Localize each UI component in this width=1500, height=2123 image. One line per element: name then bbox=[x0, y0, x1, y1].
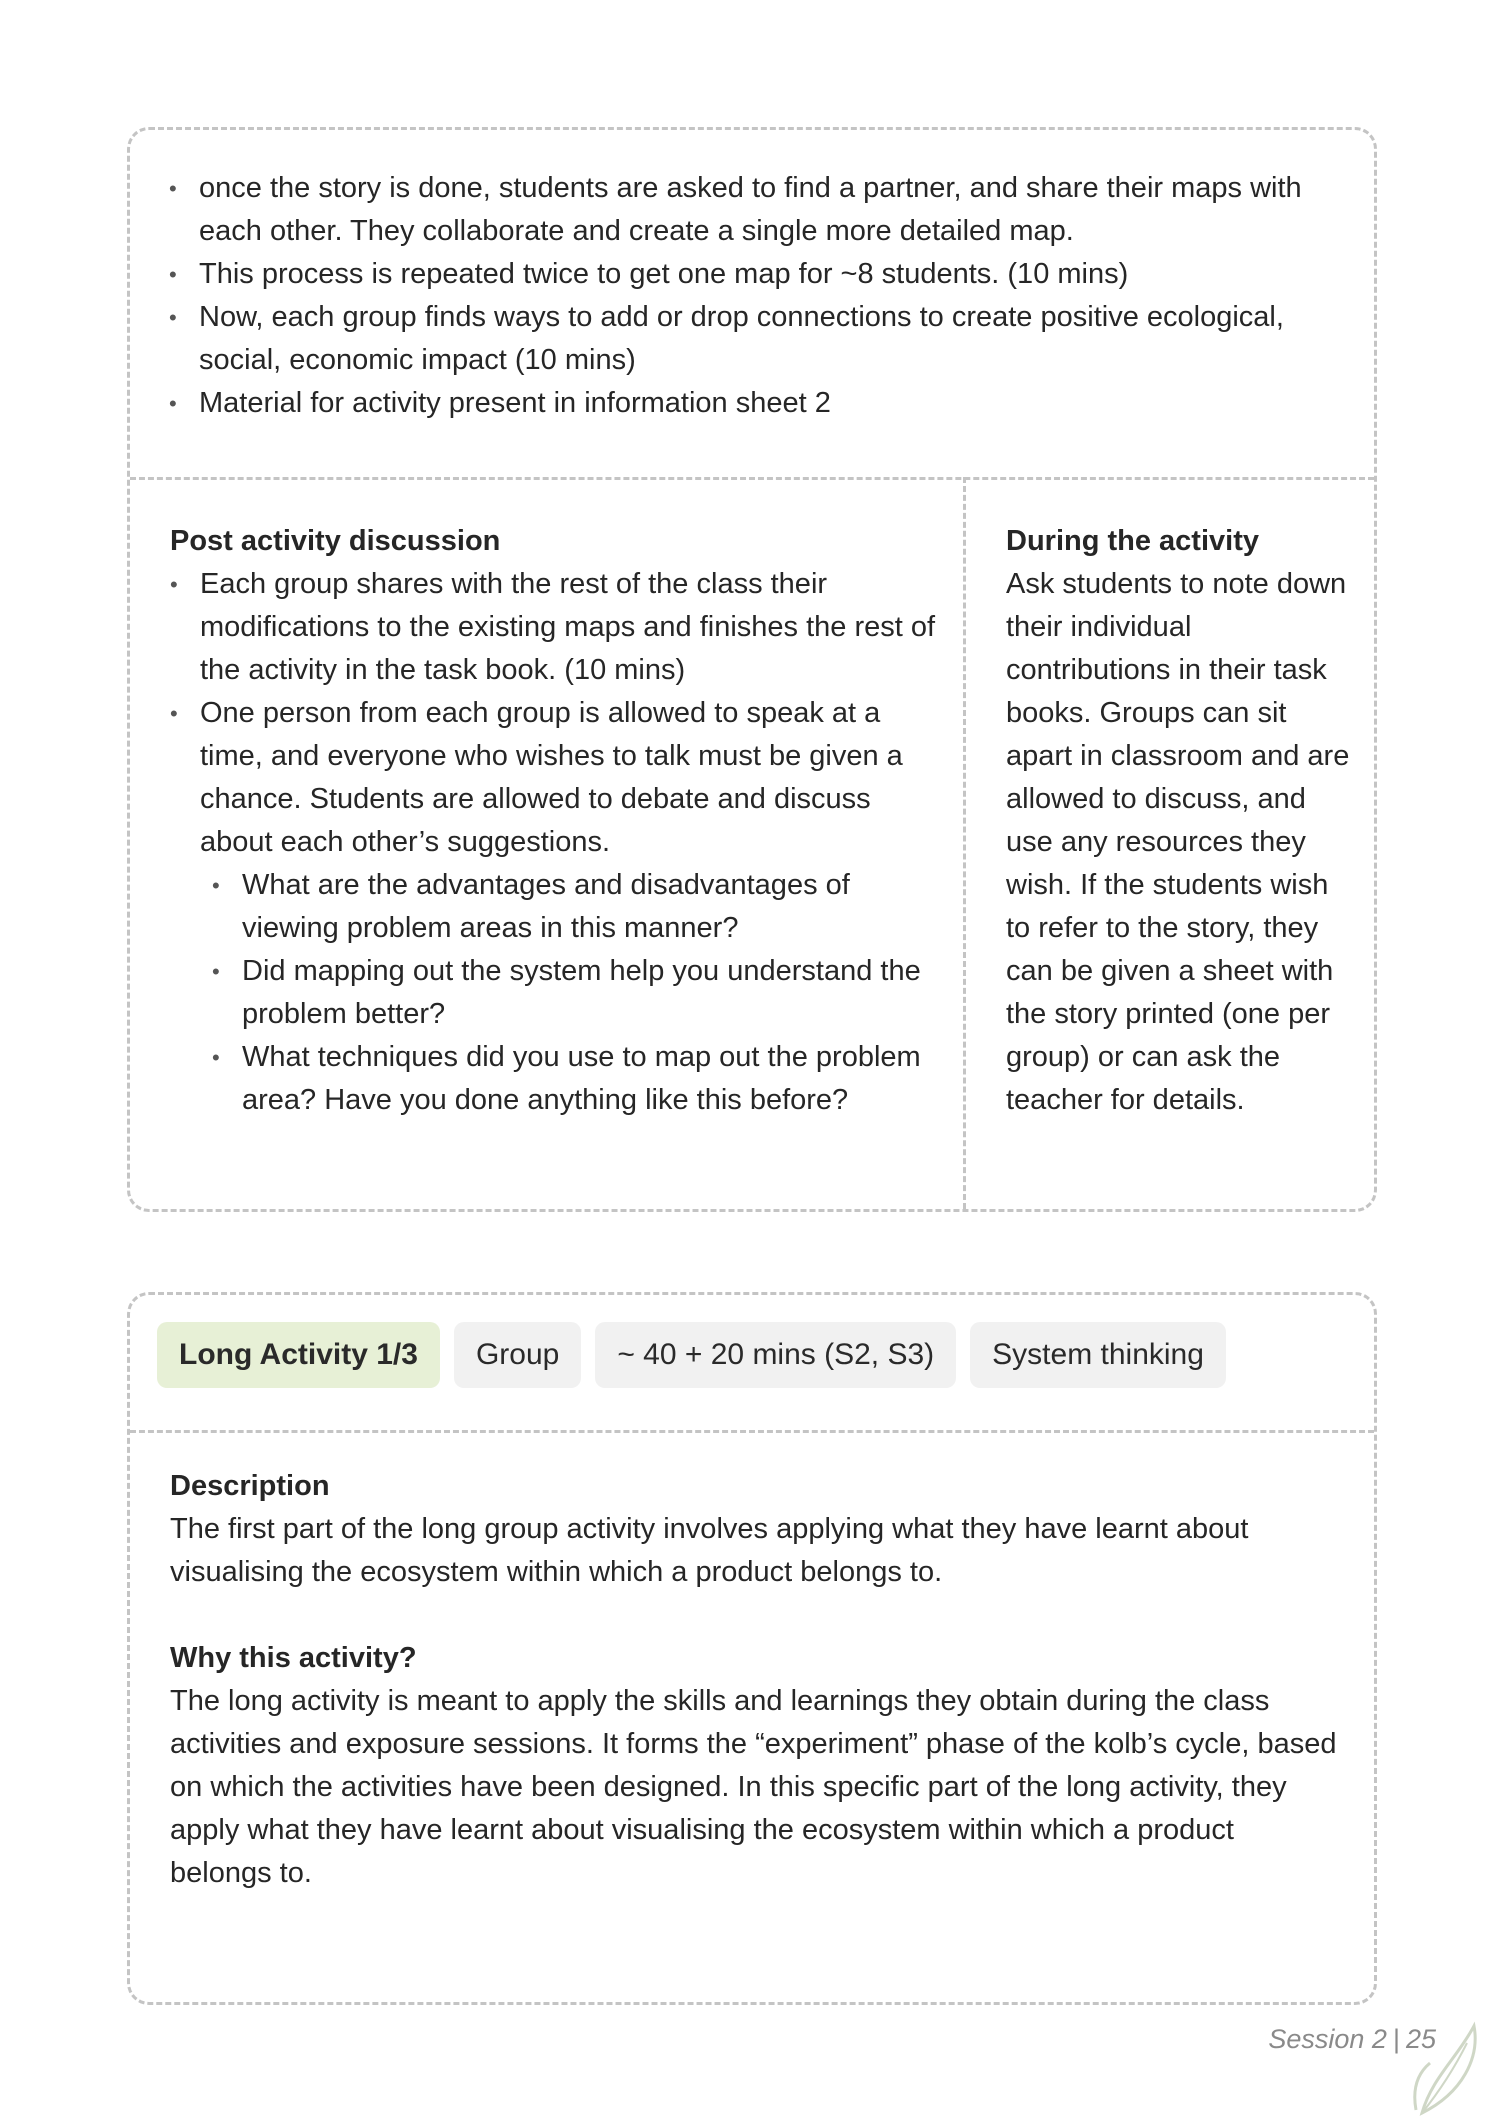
during-activity-heading: During the activity bbox=[1006, 525, 1259, 557]
description-section bbox=[170, 1465, 1340, 1895]
skill-tag: System thinking bbox=[970, 1322, 1226, 1388]
list-item bbox=[158, 692, 950, 1122]
list-item: • Material for activity present in information sheet 2 bbox=[157, 382, 1337, 425]
activity-type-tag: Long Activity 1/3 bbox=[157, 1322, 440, 1388]
column-divider bbox=[963, 477, 966, 1209]
activity-card-top bbox=[127, 127, 1377, 1212]
list-item: • once the story is done, students are asked to find a partner, and share their maps with each other. They collaborate and create a single more detailed map. bbox=[157, 167, 1337, 253]
procedure-bullet-list bbox=[157, 167, 1337, 425]
during-activity-body: Ask students to note down their individual contributions in their task books. Groups can sit apart in classroom and are allowed to discuss, and use any resources they wish. If the students wish to refer to the story, they can be given a sheet with the story printed (one per group) or can ask the teacher for details. bbox=[1006, 568, 1350, 1116]
section-divider bbox=[130, 477, 1374, 480]
question-item: • What are the advantages and disadvantages of viewing problem areas in this manner? bbox=[200, 864, 950, 950]
description-body: The first part of the long group activity involves applying what they have learnt about visualising the ecosystem within which a product belongs to. bbox=[170, 1513, 1249, 1588]
duration-tag: ~ 40 + 20 mins (S2, S3) bbox=[595, 1322, 956, 1388]
section-divider bbox=[130, 1430, 1374, 1433]
session-label: Session 2 bbox=[1268, 2024, 1387, 2054]
page-number: 25 bbox=[1405, 2024, 1436, 2054]
description-heading: Description bbox=[170, 1470, 330, 1502]
post-activity-section bbox=[170, 520, 950, 1122]
procedure-list-section bbox=[157, 167, 1337, 425]
why-heading: Why this activity? bbox=[170, 1642, 417, 1674]
during-activity-section bbox=[1006, 520, 1356, 1122]
discussion-questions-list bbox=[200, 864, 950, 1122]
post-activity-heading: Post activity discussion bbox=[170, 525, 501, 557]
question-item: • What techniques did you use to map out the problem area? Have you done anything like this before? bbox=[200, 1036, 950, 1122]
leaf-icon bbox=[1412, 2018, 1482, 2118]
list-item: • Now, each group finds ways to add or drop connections to create positive ecological, social, economic impact (10 mins) bbox=[157, 296, 1337, 382]
list-item: • Each group shares with the rest of the class their modifications to the existing maps and finishes the rest of the activity in the task book. (10 mins) bbox=[158, 563, 950, 692]
activity-card-bottom bbox=[127, 1292, 1377, 2005]
activity-tags bbox=[157, 1322, 1226, 1388]
why-body: The long activity is meant to apply the skills and learnings they obtain during the class activities and exposure sessions. It forms the “experiment” phase of the kolb’s cycle, based on which the activities have been designed. In this specific part of the long activity, they apply what they have learnt about visualising the ecosystem within which a product belongs to. bbox=[170, 1685, 1337, 1889]
question-item: • Did mapping out the system help you understand the problem better? bbox=[200, 950, 950, 1036]
page-footer: Session 2 | 25 bbox=[1268, 2024, 1436, 2054]
post-activity-list bbox=[158, 563, 950, 1122]
list-item: • This process is repeated twice to get one map for ~8 students. (10 mins) bbox=[157, 253, 1337, 296]
list-item-text: One person from each group is allowed to speak at a time, and everyone who wishes to talk must be given a chance. Students are allowed to debate and discuss about each other’s suggestions. bbox=[200, 697, 903, 858]
group-tag: Group bbox=[454, 1322, 581, 1388]
